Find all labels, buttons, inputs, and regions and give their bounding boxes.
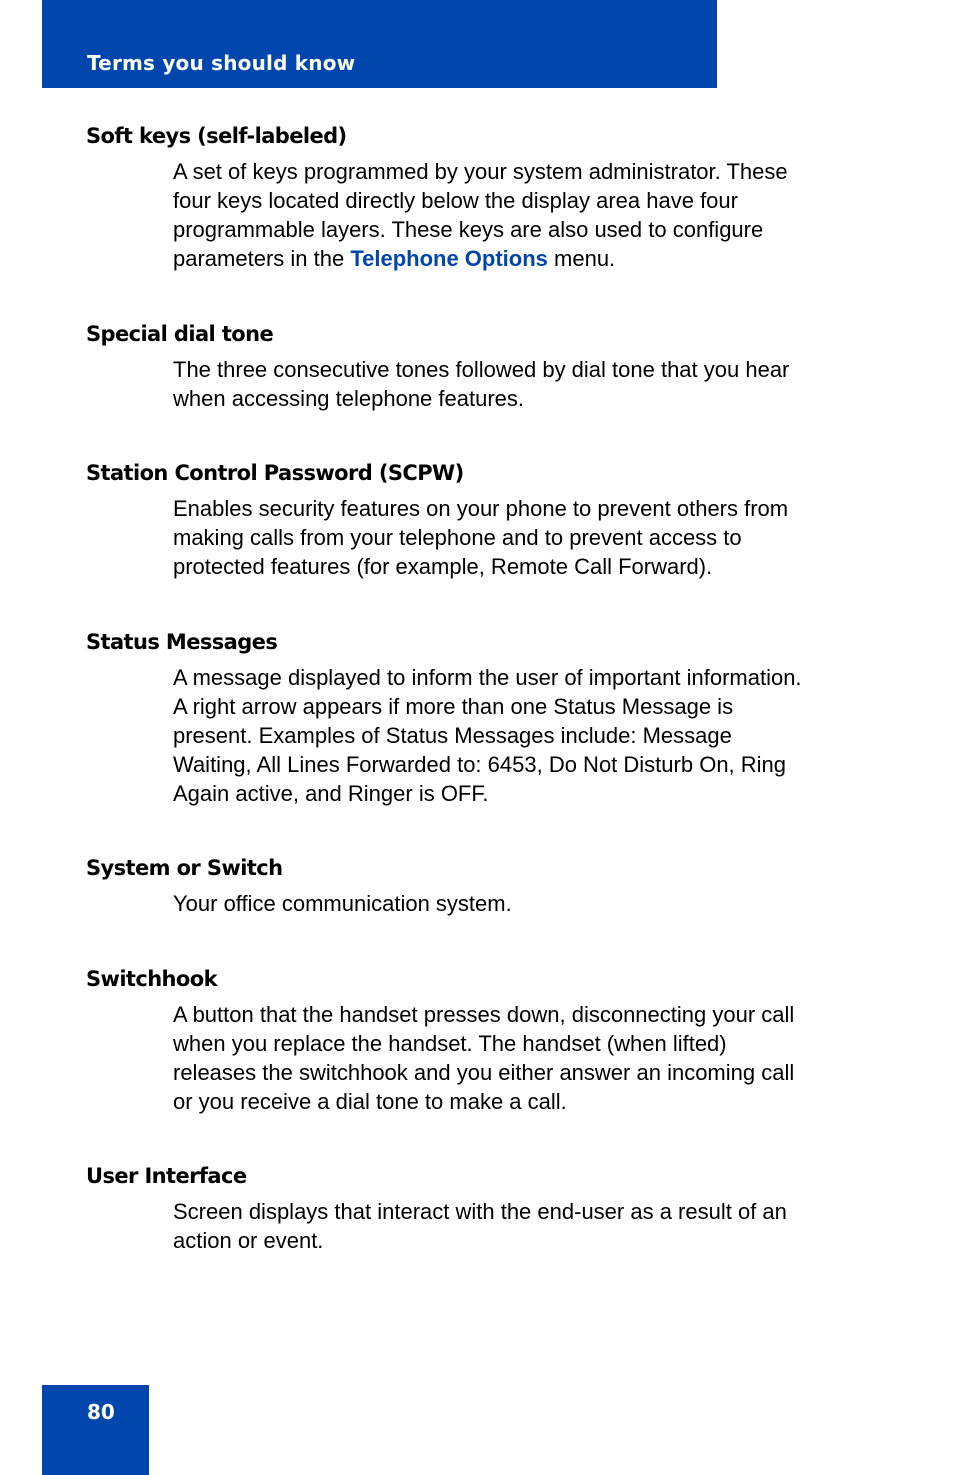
telephone-options-link[interactable]: Telephone Options: [350, 246, 548, 271]
definition-line: or you receive a dial tone to make a call.: [173, 1089, 567, 1114]
definition-line: Your office communication system.: [173, 891, 512, 916]
definition-line: when accessing telephone features.: [173, 386, 525, 411]
definition-line: A right arrow appears if more than one Status Message is: [173, 694, 734, 719]
definition-line: A button that the handset presses down, disconnecting your call: [173, 1002, 795, 1027]
definition-line: Screen displays that interact with the end-user as a result of an: [173, 1199, 787, 1224]
term-definition: [173, 889, 863, 918]
term-definition: [173, 663, 863, 808]
term-definition: [173, 157, 863, 273]
definition-line: four keys located directly below the display area have four: [173, 188, 738, 213]
definition-line: A set of keys programmed by your system administrator. These: [173, 159, 788, 184]
definition-line: making calls from your telephone and to prevent access to: [173, 525, 742, 550]
term-definition: [173, 355, 863, 413]
term-heading: Station Control Password (SCPW): [86, 461, 464, 485]
term-definition: [173, 494, 863, 581]
definition-text: menu.: [547, 246, 616, 271]
definition-line: programmable layers. These keys are also used to configure: [173, 217, 764, 242]
term-heading: Switchhook: [86, 967, 217, 991]
definition-line: Enables security features on your phone to prevent others from: [173, 496, 789, 521]
term-definition: [173, 1197, 863, 1255]
page-number-box: [42, 1385, 149, 1475]
page-section-title: Terms you should know: [87, 51, 356, 75]
definition-line: Again active, and Ringer is OFF.: [173, 781, 489, 806]
definition-text: parameters in the: [173, 246, 351, 271]
definition-line: [173, 244, 863, 273]
definition-line: releases the switchhook and you either answer an incoming call: [173, 1060, 795, 1085]
term-heading: Soft keys (self-labeled): [86, 124, 347, 148]
definition-line: when you replace the handset. The handset (when lifted): [173, 1031, 727, 1056]
header-bar: [42, 0, 717, 88]
page-number: 80: [87, 1400, 115, 1424]
definition-line: action or event.: [173, 1228, 324, 1253]
term-heading: Status Messages: [86, 630, 278, 654]
definition-line: present. Examples of Status Messages include: Message: [173, 723, 732, 748]
term-definition: [173, 1000, 863, 1116]
definition-line: protected features (for example, Remote Call Forward).: [173, 554, 713, 579]
term-heading: System or Switch: [86, 856, 283, 880]
definition-line: A message displayed to inform the user of important information.: [173, 665, 802, 690]
term-heading: Special dial tone: [86, 322, 274, 346]
term-heading: User Interface: [86, 1164, 247, 1188]
definition-line: Waiting, All Lines Forwarded to: 6453, Do Not Disturb On, Ring: [173, 752, 787, 777]
definition-line: The three consecutive tones followed by dial tone that you hear: [173, 357, 790, 382]
